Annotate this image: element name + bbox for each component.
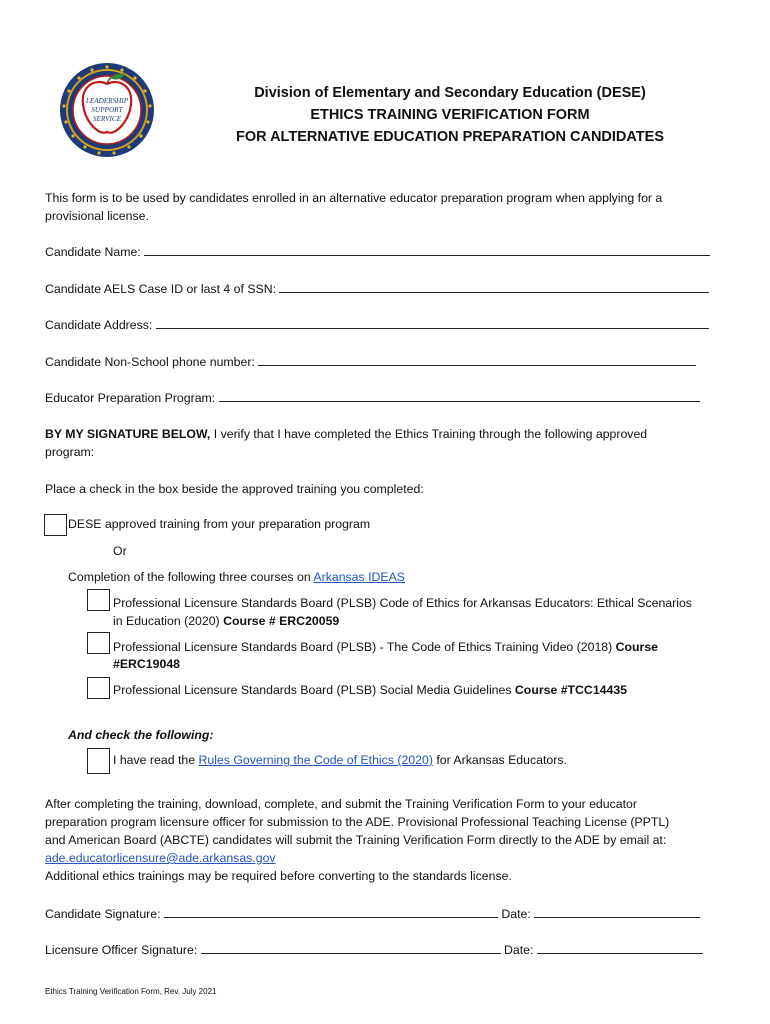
rules-read-prefix: I have read the — [113, 753, 199, 767]
course1-line2 — [113, 614, 339, 628]
header-line3: FOR ALTERNATIVE EDUCATION PREPARATION CANDIDATES — [235, 129, 664, 145]
logo-text-line2: SUPPORT — [91, 106, 123, 114]
course2-checkbox[interactable] — [87, 632, 110, 654]
aels-id-label: Candidate AELS Case ID or last 4 of SSN: — [45, 282, 277, 296]
address-label: Candidate Address: — [45, 318, 153, 332]
course3-checkbox[interactable] — [87, 677, 110, 699]
address-line[interactable] — [156, 317, 709, 329]
header-line1: Division of Elementary and Secondary Education (DESE) — [254, 85, 646, 101]
officer-signature-field[interactable] — [45, 942, 703, 957]
signature-statement — [45, 427, 647, 441]
signature-statement-bold: BY MY SIGNATURE BELOW, — [45, 427, 211, 441]
course1-year: in Education (2020) — [113, 614, 224, 628]
after-line3: and American Board (ABCTE) candidates will submit the Training Verification Form directly to the ADE by email at: — [45, 833, 667, 847]
email-link[interactable]: ade.educatorlicensure@ade.arkansas.gov — [45, 851, 276, 865]
signature-statement-line2: program: — [45, 445, 95, 459]
officer-signature-line[interactable] — [201, 942, 501, 954]
check-instruction: Place a check in the box beside the approved training you completed: — [45, 482, 424, 496]
course1-line1: Professional Licensure Standards Board (PLSB) Code of Ethics for Arkansas Educators: Ethical Scenarios — [113, 596, 692, 610]
dese-training-checkbox[interactable] — [44, 514, 67, 536]
course3-code: Course #TCC14435 — [514, 683, 628, 697]
officer-date-line[interactable] — [537, 942, 703, 954]
program-field[interactable] — [45, 390, 700, 405]
course2-code-part1: Course — [615, 640, 659, 654]
course3-line — [113, 683, 627, 697]
candidate-name-field[interactable] — [45, 244, 710, 259]
rules-read-line — [113, 753, 567, 767]
logo-text-line3: SERVICE — [92, 115, 122, 123]
course1-checkbox[interactable] — [87, 589, 110, 611]
program-label: Educator Preparation Program: — [45, 391, 216, 405]
completion-prefix: Completion of the following three courses on — [68, 570, 314, 584]
aels-id-line[interactable] — [279, 281, 709, 293]
footer-text: Ethics Training Verification Form, Rev. July 2021 — [45, 987, 217, 996]
email-line — [45, 851, 276, 865]
leadership-support-service-logo — [59, 62, 155, 158]
program-line[interactable] — [219, 390, 700, 402]
after-line5: Additional ethics trainings may be required before converting to the standards license. — [45, 869, 512, 883]
signature-statement-rest: I verify that I have completed the Ethics Training through the following approved — [210, 427, 648, 441]
intro-line1: This form is to be used by candidates enrolled in an alternative educator preparation program when applying for a — [45, 191, 663, 205]
rules-read-suffix: for Arkansas Educators. — [432, 753, 567, 767]
dese-training-label: DESE approved training from your preparation program — [68, 517, 371, 531]
officer-date-label: Date: — [504, 943, 534, 957]
intro-line2: provisional license. — [45, 209, 149, 223]
logo-text-line1: LEADERSHIP — [85, 97, 129, 105]
and-check-heading: And check the following: — [68, 728, 214, 742]
header-line2: ETHICS TRAINING VERIFICATION FORM — [310, 107, 590, 123]
candidate-signature-field[interactable] — [45, 906, 700, 921]
course2-line1 — [113, 640, 658, 654]
course2-title: Professional Licensure Standards Board (PLSB) - The Code of Ethics Training Video (2018) — [113, 640, 616, 654]
aels-id-field[interactable] — [45, 281, 709, 296]
after-line1: After completing the training, download, complete, and submit the Training Verification Form to your educator — [45, 797, 637, 811]
arkansas-ideas-link[interactable]: Arkansas IDEAS — [313, 570, 405, 584]
course3-title: Professional Licensure Standards Board (PLSB) Social Media Guidelines — [113, 683, 515, 697]
candidate-name-line[interactable] — [144, 244, 710, 256]
candidate-name-label: Candidate Name: — [45, 245, 141, 259]
phone-field[interactable] — [45, 354, 696, 369]
rules-governing-link[interactable]: Rules Governing the Code of Ethics (2020) — [198, 753, 433, 767]
completion-line — [68, 570, 405, 584]
candidate-signature-line[interactable] — [164, 906, 498, 918]
course2-line2 — [113, 657, 180, 671]
officer-signature-label: Licensure Officer Signature: — [45, 943, 198, 957]
candidate-date-line[interactable] — [534, 906, 700, 918]
or-label: Or — [113, 544, 127, 558]
rules-read-checkbox[interactable] — [87, 748, 110, 774]
course2-code-part2: #ERC19048 — [113, 657, 180, 671]
after-line2: preparation program licensure officer for submission to the ADE. Provisional Professional Teaching License (PPTL) — [45, 815, 670, 829]
phone-label: Candidate Non-School phone number: — [45, 355, 255, 369]
course1-code: Course # ERC20059 — [223, 614, 340, 628]
address-field[interactable] — [45, 317, 709, 332]
candidate-date-label: Date: — [501, 907, 531, 921]
candidate-signature-label: Candidate Signature: — [45, 907, 161, 921]
phone-line[interactable] — [258, 354, 696, 366]
